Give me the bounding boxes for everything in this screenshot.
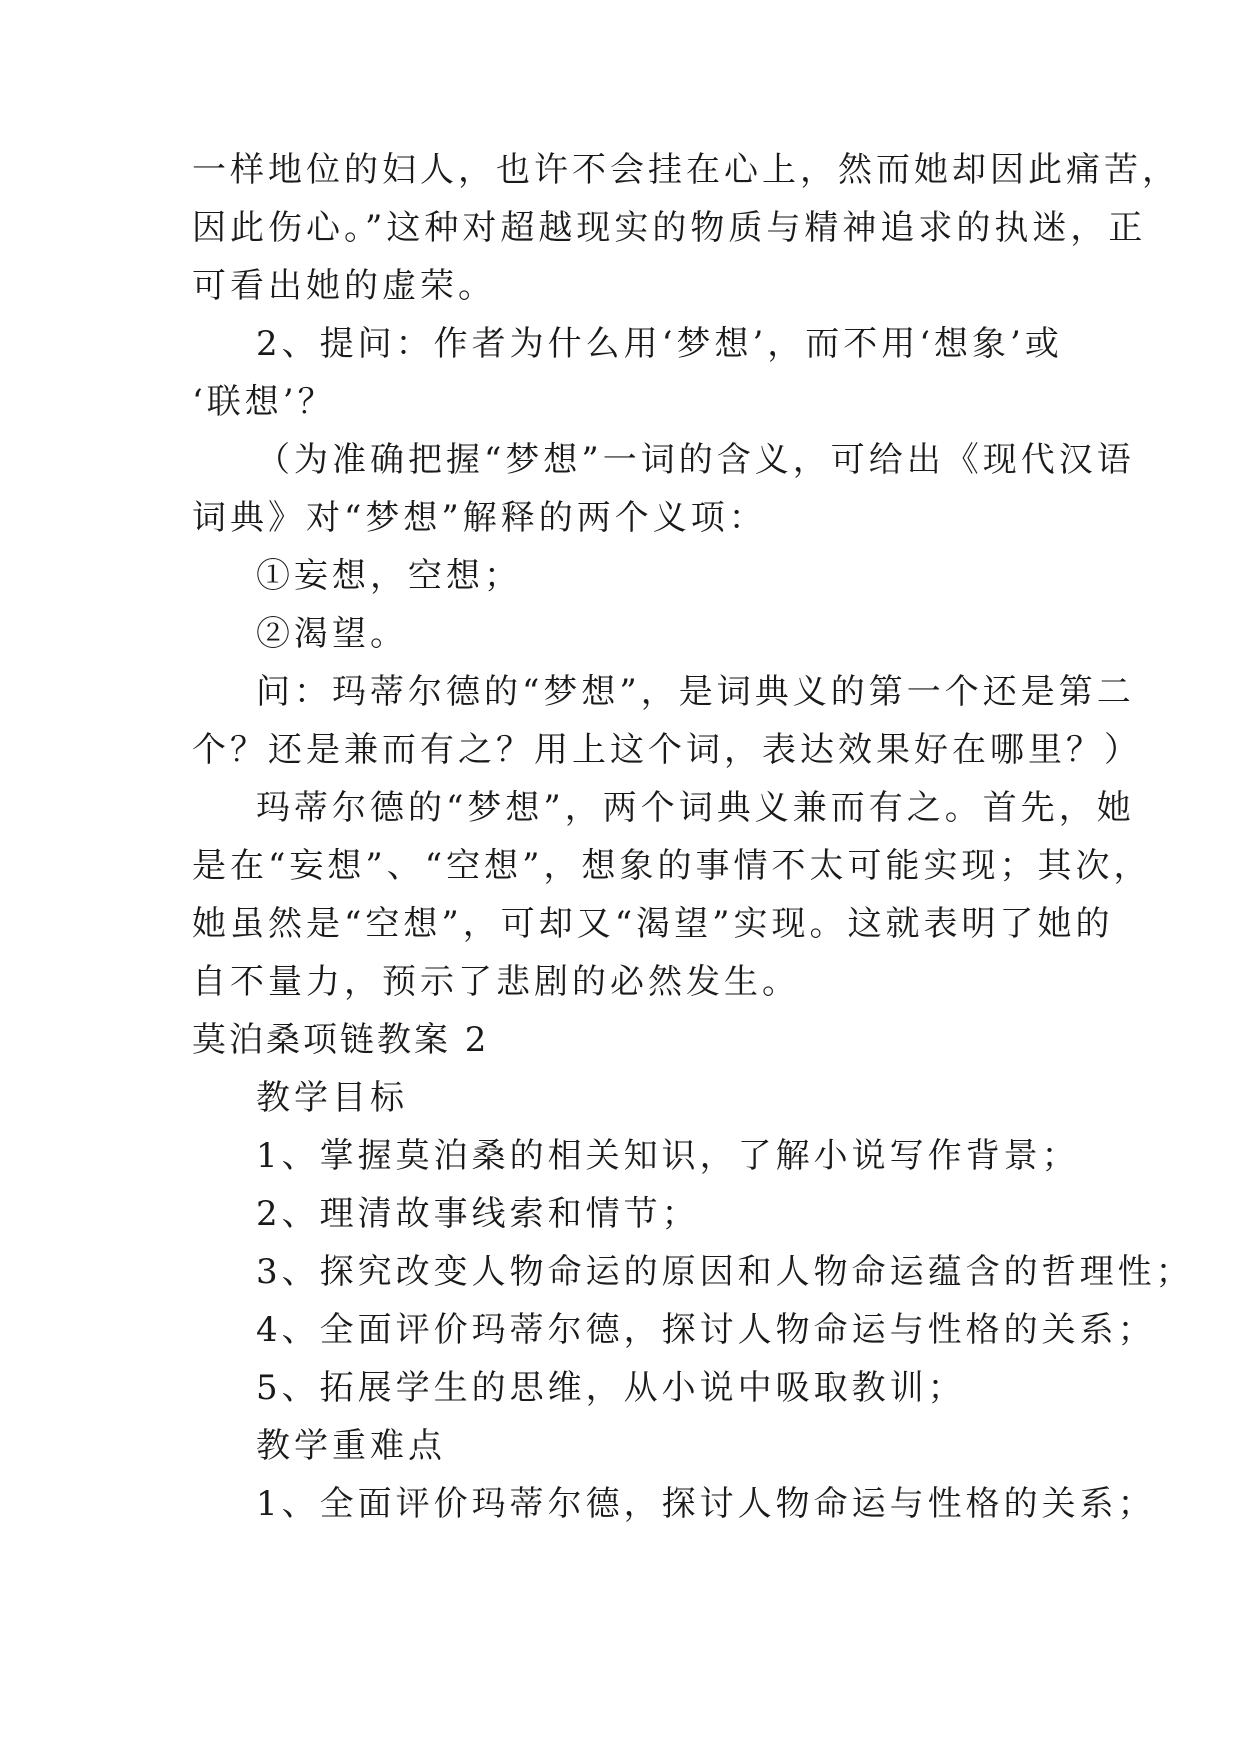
paragraph-line: 一样地位的妇人，也许不会挂在心上，然而她却因此痛苦， (192, 150, 1180, 190)
paragraph-line: ‘联想’？ (192, 382, 336, 422)
paragraph-line: ①妄想，空想； (256, 556, 522, 596)
paragraph-line: 因此伤心。”这种对超越现实的物质与精神追求的执迷，正 (192, 208, 1147, 248)
paragraph-line: 可看出她的虚荣。 (192, 266, 496, 306)
list-item: 5、拓展学生的思维，从小说中吸取教训； (256, 1368, 966, 1408)
list-item: 1、全面评价玛蒂尔德，探讨人物命运与性格的关系； (256, 1484, 1156, 1524)
list-item: 3、探究改变人物命运的原因和人物命运蕴含的哲理性； (256, 1252, 1194, 1292)
section-title: 莫泊桑项链教案 2 (192, 1020, 490, 1060)
paragraph-line: 是在“妄想”、“空想”，想象的事情不太可能实现；其次， (192, 846, 1152, 886)
subheading: 教学重难点 (256, 1426, 446, 1466)
paragraph-line: 词典》对“梦想”解释的两个义项： (192, 498, 767, 538)
list-item: 2、理清故事线索和情节； (256, 1194, 700, 1234)
paragraph-line: 玛蒂尔德的“梦想”，两个词典义兼而有之。首先，她 (256, 788, 1135, 828)
paragraph-line: ②渴望。 (256, 614, 408, 654)
paragraph-line: 个？还是兼而有之？用上这个词，表达效果好在哪里？） (192, 730, 1142, 770)
subheading: 教学目标 (256, 1078, 408, 1118)
list-item: 4、全面评价玛蒂尔德，探讨人物命运与性格的关系； (256, 1310, 1156, 1350)
list-item: 1、掌握莫泊桑的相关知识，了解小说写作背景； (256, 1136, 1080, 1176)
paragraph-line: （为准确把握“梦想”一词的含义，可给出《现代汉语 (256, 440, 1135, 480)
paragraph-line: 2、提问：作者为什么用‘梦想’，而不用‘想象’或 (256, 324, 1063, 364)
paragraph-line: 她虽然是“空想”，可却又“渴望”实现。这就表明了她的 (192, 904, 1114, 944)
paragraph-line: 问：玛蒂尔德的“梦想”，是词典义的第一个还是第二 (256, 672, 1135, 712)
paragraph-line: 自不量力，预示了悲剧的必然发生。 (192, 962, 800, 1002)
